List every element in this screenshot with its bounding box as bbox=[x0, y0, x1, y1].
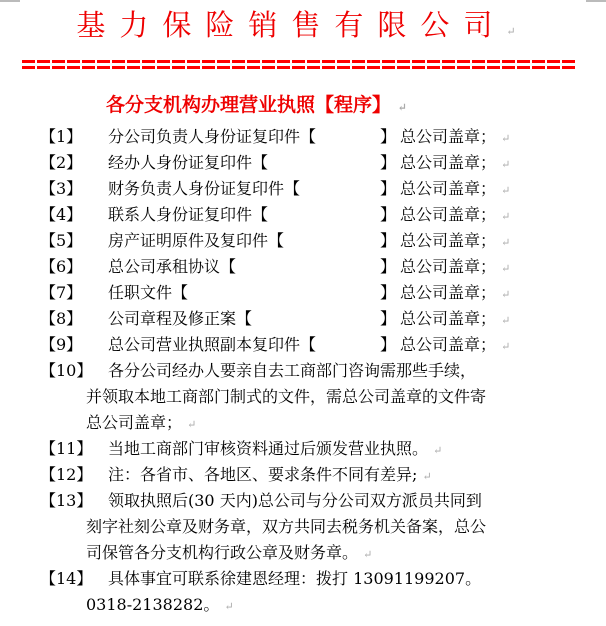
paragraph-number: 【11】 bbox=[40, 439, 93, 458]
document-subtitle bbox=[106, 92, 407, 121]
item-close-bracket: 】 bbox=[380, 231, 397, 250]
paragraph-mark-icon: ↵ bbox=[501, 340, 511, 353]
suffix-text: 总公司盖章； bbox=[400, 335, 497, 354]
checklist-item bbox=[0, 150, 606, 176]
paragraph-mark-icon: ↵ bbox=[397, 101, 407, 114]
item-number: 【1】 bbox=[40, 127, 83, 146]
paragraph-line bbox=[86, 514, 486, 540]
company-title bbox=[0, 8, 606, 49]
paragraph-mark-icon: ↵ bbox=[501, 314, 511, 327]
paragraph-number: 【14】 bbox=[40, 569, 93, 588]
line-text: 领取执照后(30 天内)总公司与分公司双方派员共同到 bbox=[108, 491, 482, 510]
item-number: 【6】 bbox=[40, 257, 83, 276]
paragraph-mark-icon: ↵ bbox=[501, 210, 511, 223]
paragraph-mark-icon: ↵ bbox=[501, 184, 511, 197]
suffix-text: 总公司盖章； bbox=[400, 283, 497, 302]
item-number: 【9】 bbox=[40, 335, 83, 354]
item-suffix bbox=[400, 228, 510, 256]
suffix-text: 总公司盖章； bbox=[400, 257, 497, 276]
item-close-bracket: 】 bbox=[380, 179, 397, 198]
item-suffix bbox=[400, 202, 510, 230]
paragraph-mark-icon: ↵ bbox=[433, 444, 443, 457]
page-corner-mark bbox=[0, 0, 20, 2]
checklist-item bbox=[0, 124, 606, 150]
item-text: 总公司营业执照副本复印件【 bbox=[108, 335, 317, 354]
red-divider-line bbox=[22, 60, 577, 63]
item-suffix bbox=[400, 332, 510, 360]
paragraph-line bbox=[108, 566, 481, 592]
checklist-item bbox=[0, 306, 606, 332]
item-text: 经办人身份证复印件【 bbox=[108, 153, 269, 172]
line-text: 注：各省市、各地区、要求条件不同有差异; bbox=[108, 465, 418, 484]
suffix-text: 总公司盖章； bbox=[400, 153, 497, 172]
item-close-bracket: 】 bbox=[380, 257, 397, 276]
paragraph-mark-icon: ↵ bbox=[501, 236, 511, 249]
item-number: 【5】 bbox=[40, 231, 83, 250]
item-close-bracket: 】 bbox=[380, 153, 397, 172]
paragraph-number: 【13】 bbox=[40, 491, 93, 510]
subtitle-text: 各分支机构办理营业执照【程序】 bbox=[106, 94, 392, 116]
item-close-bracket: 】 bbox=[380, 205, 397, 224]
item-suffix bbox=[400, 306, 510, 334]
checklist-item bbox=[0, 176, 606, 202]
checklist-item bbox=[0, 228, 606, 254]
line-text: 当地工商部门审核资料通过后颁发营业执照。 bbox=[108, 439, 429, 458]
paragraph-mark-icon: ↵ bbox=[363, 548, 373, 561]
red-divider-line bbox=[22, 66, 577, 69]
item-close-bracket: 】 bbox=[380, 309, 397, 328]
item-suffix bbox=[400, 124, 510, 152]
suffix-text: 总公司盖章； bbox=[400, 127, 497, 146]
line-text: 具体事宜可联系徐建恩经理：拨打 13091199207。 bbox=[108, 569, 482, 588]
line-text: 并领取本地工商部门制式的文件，需总公司盖章的文件寄 bbox=[86, 387, 487, 406]
item-text: 分公司负责人身份证复印件【 bbox=[108, 127, 317, 146]
item-text: 联系人身份证复印件【 bbox=[108, 205, 269, 224]
paragraph-number: 【12】 bbox=[40, 465, 93, 484]
paragraph-mark-icon: ↵ bbox=[187, 418, 197, 431]
paragraph-line bbox=[108, 462, 432, 490]
paragraph-number: 【10】 bbox=[40, 361, 93, 380]
item-number: 【4】 bbox=[40, 205, 83, 224]
paragraph-mark-icon: ↵ bbox=[422, 470, 432, 483]
item-suffix bbox=[400, 150, 510, 178]
paragraph-line bbox=[86, 540, 372, 568]
checklist-item bbox=[0, 280, 606, 306]
paragraph-mark-icon: ↵ bbox=[501, 288, 511, 301]
item-close-bracket: 】 bbox=[380, 127, 397, 146]
item-close-bracket: 】 bbox=[380, 283, 397, 302]
item-text: 公司章程及修正案【 bbox=[108, 309, 253, 328]
paragraph-line bbox=[108, 488, 482, 514]
paragraph-line bbox=[86, 410, 196, 438]
item-text: 房产证明原件及复印件【 bbox=[108, 231, 285, 250]
suffix-text: 总公司盖章； bbox=[400, 309, 497, 328]
line-text: 刻字社刻公章及财务章，双方共同去税务机关备案，总公 bbox=[86, 517, 487, 536]
paragraph-line bbox=[86, 384, 486, 410]
paragraph-line bbox=[86, 592, 234, 620]
suffix-text: 总公司盖章； bbox=[400, 205, 497, 224]
paragraph-mark-icon: ↵ bbox=[506, 25, 530, 38]
item-number: 【3】 bbox=[40, 179, 83, 198]
checklist-item bbox=[0, 202, 606, 228]
paragraph-line bbox=[108, 436, 442, 464]
line-text: 各分公司经办人要亲自去工商部门咨询需那些手续， bbox=[108, 361, 477, 380]
item-number: 【8】 bbox=[40, 309, 83, 328]
item-suffix bbox=[400, 280, 510, 308]
paragraph-mark-icon: ↵ bbox=[501, 262, 511, 275]
paragraph-line bbox=[108, 358, 476, 384]
paragraph-mark-icon: ↵ bbox=[501, 158, 511, 171]
item-close-bracket: 】 bbox=[380, 335, 397, 354]
line-text: 0318-2138282。 bbox=[86, 595, 220, 614]
checklist-item bbox=[0, 332, 606, 358]
checklist-item bbox=[0, 254, 606, 280]
line-text: 总公司盖章； bbox=[86, 413, 183, 432]
item-suffix bbox=[400, 176, 510, 204]
item-number: 【2】 bbox=[40, 153, 83, 172]
paragraph-mark-icon: ↵ bbox=[501, 132, 511, 145]
line-text: 司保管各分支机构行政公章及财务章。 bbox=[86, 543, 359, 562]
suffix-text: 总公司盖章； bbox=[400, 231, 497, 250]
item-text: 财务负责人身份证复印件【 bbox=[108, 179, 301, 198]
page-corner-mark bbox=[586, 0, 606, 2]
item-suffix bbox=[400, 254, 510, 282]
company-name: 基力保险销售有限公司 bbox=[76, 8, 507, 42]
item-text: 任职文件【 bbox=[108, 283, 189, 302]
item-number: 【7】 bbox=[40, 283, 83, 302]
suffix-text: 总公司盖章； bbox=[400, 179, 497, 198]
item-text: 总公司承租协议【 bbox=[108, 257, 237, 276]
paragraph-mark-icon: ↵ bbox=[224, 600, 234, 613]
